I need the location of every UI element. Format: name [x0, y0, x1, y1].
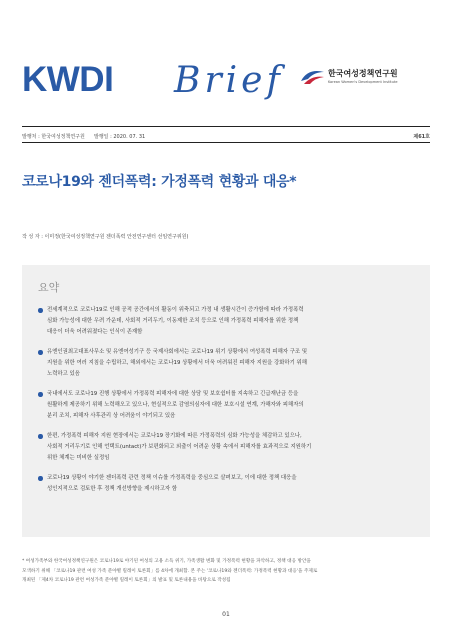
summary-item: [38, 347, 416, 380]
summary-line: 위한 체계는 미비한 실정임: [47, 455, 110, 461]
summary-list: [38, 305, 416, 504]
summary-line: 국내에서도 코로나19 진행 상황에서 가정폭력 피해자에 대한 상담 및 보호쉼터를 지속하고 긴급재난금 등을: [47, 391, 299, 397]
summary-line: 대응이 더욱 어려워졌다는 인식이 존재함: [47, 329, 143, 335]
summary-line: 성인지적으로 검토한 후 정책 개선방향을 제시하고자 함: [47, 486, 178, 492]
summary-line: 노력하고 있음: [47, 371, 80, 377]
top-divider: [22, 126, 430, 127]
summary-heading: 요약: [38, 281, 60, 294]
summary-item: [38, 473, 416, 495]
brand-wordmark: KWDI: [22, 60, 114, 99]
summary-line: 코로나19 상황이 야기한 젠더폭력 관련 정책 이슈를 가정폭력을 중심으로 살펴보고, 이에 대한 정책 대응을: [47, 475, 297, 481]
footnote-line: 모색하기 위해 「코로나19 관련 여성 가족 분야별 릴레이 토론회」를 4차에 개최함. 본 주는 '코로나19와 젠더폭력: 가정폭력 현황과 대응'을 주제로: [22, 568, 318, 574]
org-name-en: Korean Women's Development Institute: [328, 80, 398, 84]
summary-item: [38, 431, 416, 464]
summary-line: 한편, 가정폭력 피해자 지원 현장에서는 코로나19 장기화에 따른 가정폭력의 심화 가능성을 체감하고 있으나,: [47, 433, 302, 439]
summary-line: 유엔인권최고대표사무소 및 유엔여성기구 등 국제사회에서는 코로나19 위기 상황에서 여성폭력 피해자 구조 및: [47, 349, 308, 355]
bullet-icon: [38, 476, 43, 481]
footnote-line: 개최된 「제4차 코로나19 관련 여성가족 분야별 릴레이 토론회」의 발표 및 토론내용을 바탕으로 작성됨: [22, 578, 231, 583]
summary-line: 원활하게 제공하기 위해 노력해오고 있으나, 현실적으로 감염의심자에 대한 보호시설 연계, 가해자와 피해자의: [47, 402, 304, 408]
meta-divider: [22, 142, 430, 143]
bullet-icon: [38, 392, 43, 397]
bullet-icon: [38, 434, 43, 439]
summary-box: [22, 265, 430, 537]
masthead: [22, 58, 430, 120]
summary-line: 심화 가능성에 대한 우려 가운데, 사회적 거리두기, 이동제한 조치 등으로 인해 가정폭력 피해자를 위한 정책: [47, 318, 299, 324]
issue-number: 제61호: [413, 134, 430, 140]
series-name: Brief: [174, 60, 284, 101]
summary-line: 분리 조치, 피해자 사후관리 상 어려움이 야기되고 있음: [47, 413, 176, 419]
publication-meta: [22, 133, 430, 140]
author-line: 작 성 자 : 이미정(한국여성정책연구원 젠더폭력 안전연구센터 선임연구위원): [22, 234, 189, 240]
summary-item: [38, 305, 416, 338]
bullet-icon: [38, 350, 43, 355]
bullet-icon: [38, 308, 43, 313]
org-name-ko: 한국여성정책연구원: [328, 69, 398, 78]
summary-line: 지원을 위한 여러 지침을 수립하고, 해외에서는 코로나19 상황에서 더욱 어려워진 피해자 지원을 강화하기 위해: [47, 360, 307, 366]
page-number: 01: [222, 611, 230, 618]
publish-date: 발행일 : 2020. 07. 31: [94, 134, 146, 140]
summary-line: 전세계적으로 코로나19로 인해 공적 공간에서의 활동이 위축되고 가정 내 생활시간이 증가함에 따라 가정폭력: [47, 307, 304, 313]
footnote-line: * 여성가족부와 한국여성정책연구원은 코로나19로 야기된 여성의 고용 소득 위기, 가족생활 변화 및 가정폭력 현황을 파악하고, 정책 대응 방안을: [22, 559, 311, 564]
publisher-label: 발행처 : 한국여성정책연구원: [22, 134, 85, 140]
summary-line: 사회적 거리두기로 인해 언택트(untact)가 보편화되고 외출이 어려운 상황 속에서 피해자를 효과적으로 지원하기: [47, 444, 312, 450]
footnote: [22, 557, 430, 586]
document-title: 코로나19와 젠더폭력: 가정폭력 현황과 대응*: [22, 174, 297, 190]
summary-item: [38, 389, 416, 422]
org-logo-icon: [300, 66, 326, 88]
org-logo: [300, 66, 430, 92]
